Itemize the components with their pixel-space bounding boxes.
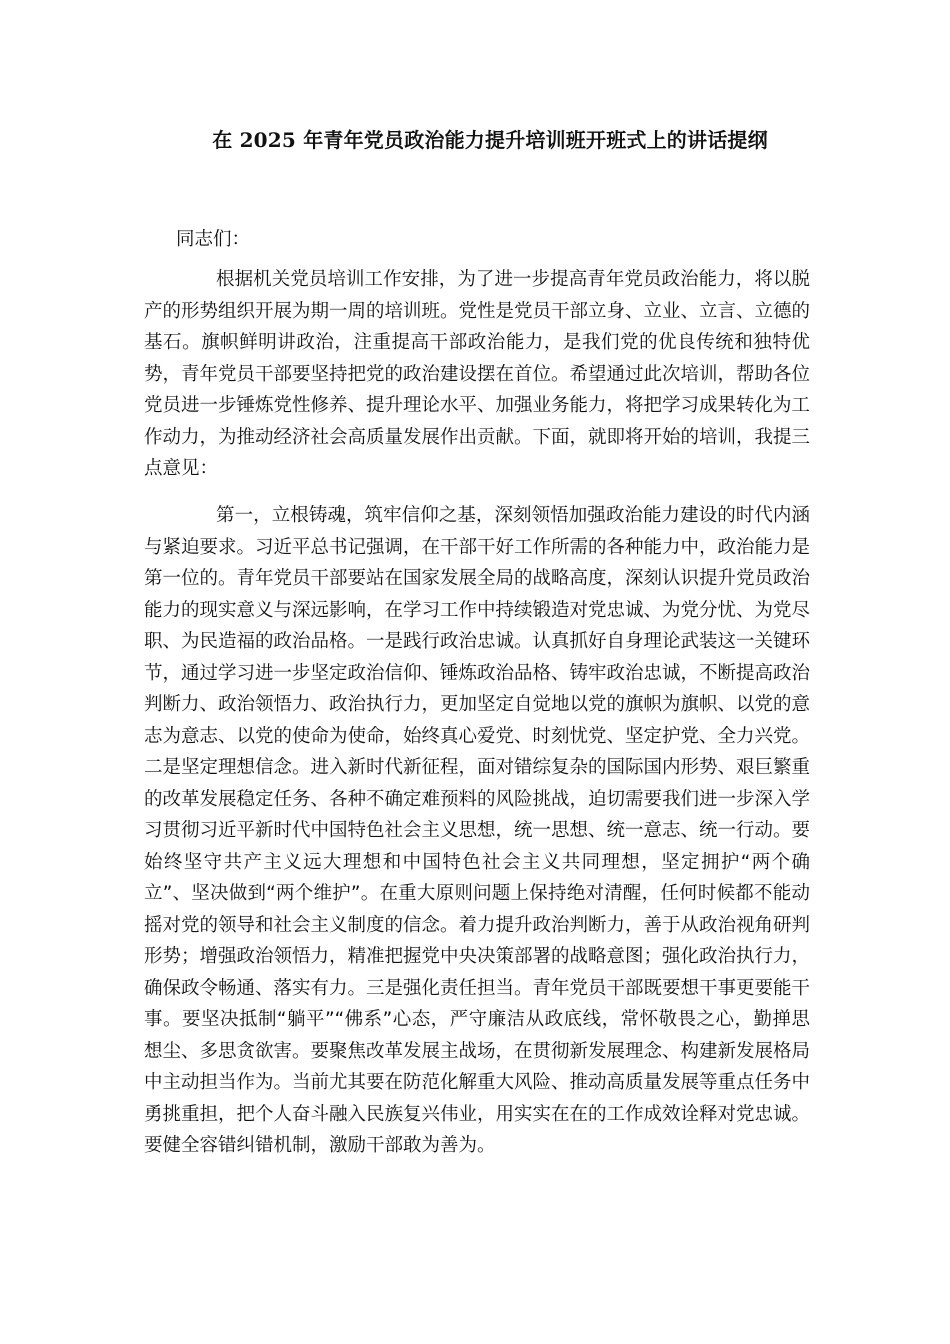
paragraph-intro: 根据机关党员培训工作安排，为了进一步提高青年党员政治能力，将以脱产的形势组织开展为期一周的培训班。党性是党员干部立身、立业、立言、立德的基石。旗帜鲜明讲政治，注重提高干部政治能力，是我们党的优良传统和独特优势，青年党员干部要坚持把党的政治建设摆在首位。希望通过此次培训，帮助各位党员进一步锤炼党性修养、提升理论水平、加强业务能力，将把学习成果转化为工作动力，为推动经济社会高质量发展作出贡献。下面，就即将开始的培训，我提三点意见： xyxy=(144,269,811,479)
salutation: 同志们： xyxy=(176,229,251,250)
document-title: 在 2025 年青年党员政治能力提升培训班开班式上的讲话提纲 xyxy=(212,128,768,152)
paragraph-first-point: 第一，立根铸魂，筑牢信仰之基，深刻领悟加强政治能力建设的时代内涵与紧迫要求。习近平总书记强调，在干部干好工作所需的各种能力中，政治能力是第一位的。青年党员干部要站在国家发展全局的战略高度，深刻认识提升党员政治能力的现实意义与深远影响，在学习工作中持续锻造对党忠诚、为党分忧、为党尽职、为民造福的政治品格。一是践行政治忠诚。认真抓好自身理论武装这一关键环节，通过学习进一步坚定政治信仰、锤炼政治品格、铸牢政治忠诚，不断提高政治判断力、政治领悟力、政治执行力，更加坚定自觉地以党的旗帜为旗帜、以党的意志为意志、以党的使命为使命，始终真心爱党、时刻忧党、坚定护党、全力兴党。二是坚定理想信念。进入新时代新征程，面对错综复杂的国际国内形势、艰巨繁重的改革发展稳定任务、各种不确定难预料的风险挑战，迫切需要我们进一步深入学习贯彻习近平新时代中国特色社会主义思想，统一思想、统一意志、统一行动。要始终坚守共产主义远大理想和中国特色社会主义共同理想，坚定拥护“两个确立”、坚决做到“两个维护”。在重大原则问题上保持绝对清醒，任何时候都不能动摇对党的领导和社会主义制度的信念。着力提升政治判断力，善于从政治视角研判形势；增强政治领悟力，精准把握党中央决策部署的战略意图；强化政治执行力，确保政令畅通、落实有力。三是强化责任担当。青年党员干部既要想干事更要能干事。要坚决抵制“躺平”“佛系”心态，严守廉洁从政底线，常怀敬畏之心，勤掸思想尘、多思贪欲害。要聚焦改革发展主战场，在贯彻新发展理念、构建新发展格局中主动担当作为。当前尤其要在防范化解重大风险、推动高质量发展等重点任务中勇挑重担，把个人奋斗融入民族复兴伟业，用实实在在的工作成效诠释对党忠诚。要健全容错纠错机制，激励干部敢为善为。 xyxy=(144,505,811,1156)
